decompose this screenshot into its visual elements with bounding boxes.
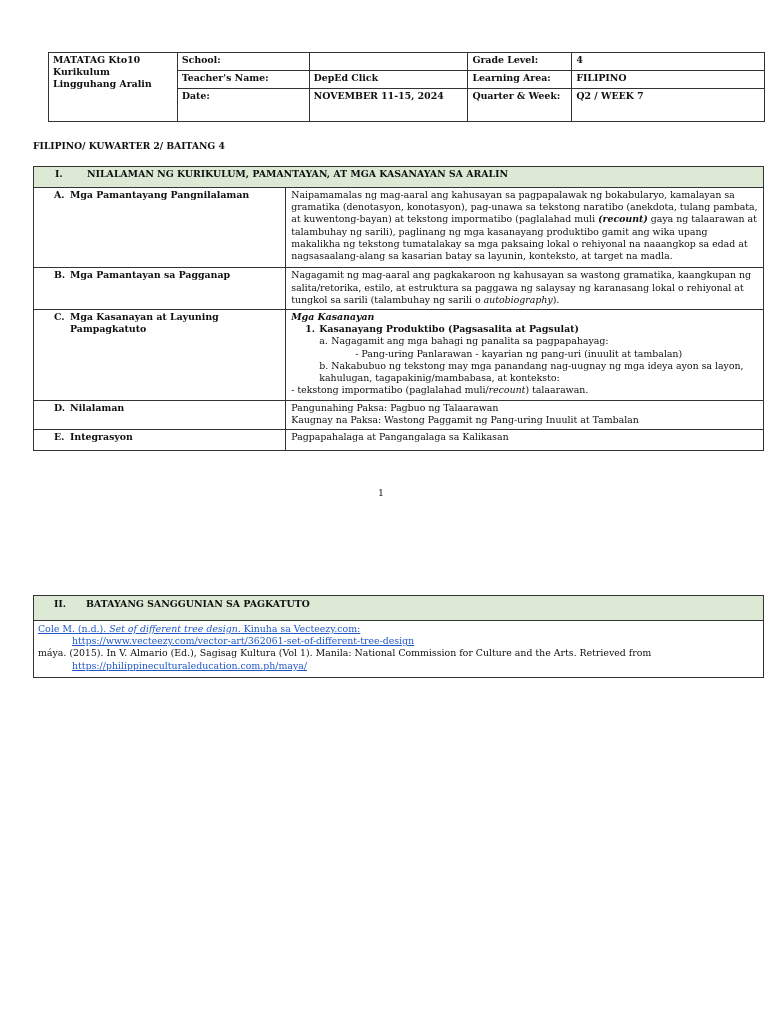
row-c-item-a-num: a.: [319, 336, 328, 348]
row-e-label: Integrasyon: [70, 431, 133, 443]
row-c-heading: Mga Kasanayan: [291, 311, 375, 323]
reference-2-url[interactable]: https://philippineculturaleducation.com.ph/maya/: [72, 660, 307, 672]
row-c-item-a: [291, 336, 758, 348]
row-a-text-2: gaya ng talaarawan at talambuhay ng sarili), paglinang ng mga kasanayang produktibo gamit ang wika upang makalikha ng tekstong tumatalakay sa mga paksaing lokal o rehiyonal na naaangkop sa edad at nagsasaalang-alang sa kasarian batay sa layunin, konteksto, at target na madla.: [291, 214, 757, 263]
reference-2-text: máya. (2015). In V. Almario (Ed.), Sagisag Kultura (Vol 1). Manila: National Commission for Culture and the Arts. Retrieved from: [38, 648, 652, 660]
teacher-name-label: Teacher's Name:: [177, 71, 309, 89]
reference-1-url[interactable]: https://www.vecteezy.com/vector-art/362061-set-of-different-tree-design: [72, 636, 415, 648]
row-integration: [34, 429, 764, 450]
section-2-number: II.: [54, 599, 67, 610]
row-c-item-b: [291, 361, 758, 385]
row-a-label-cell: [34, 188, 286, 268]
row-competencies: [34, 309, 764, 400]
date-value: NOVEMBER 11-15, 2024: [309, 89, 468, 122]
section-1-title: NILALAMAN NG KURIKULUM, PAMANTAYAN, AT MGA KASANAYAN SA ARALIN: [87, 169, 509, 180]
row-d-content: [286, 400, 764, 429]
row-c-last-1: - tekstong impormatibo (paglalahad muli/: [291, 385, 489, 397]
row-d-index: D.: [54, 402, 66, 414]
reference-1-author-link[interactable]: Cole M. (n.d.).: [38, 624, 110, 635]
school-value: [309, 53, 468, 71]
section-1-header: [34, 167, 764, 188]
quarter-week-value: Q2 / WEEK 7: [572, 89, 765, 122]
subject-line: FILIPINO/ KUWARTER 2/ BAITANG 4: [33, 141, 225, 152]
row-c-label-2: Pampagkatuto: [70, 324, 147, 336]
teacher-name-value: DepEd Click: [309, 71, 468, 89]
row-c-last-italic: recount: [488, 385, 526, 397]
row-e-index: E.: [54, 431, 65, 443]
section-2-table: [33, 595, 764, 678]
learning-area-value: FILIPINO: [572, 71, 765, 89]
row-a-text-italic: (recount): [598, 214, 648, 226]
row-d-label-cell: [34, 400, 286, 429]
row-a-text-1: Naipamamalas ng mag-aaral ang kahusayan sa pagpapalawak ng bokabularyo, kamalayan sa gramatika (denotasyon, konotasyon), pag-unawa sa tekstong naratibo (anekdota, tulang pambata, at kuwentong-bayan) at tekstong impormatibo (paglalahad muli: [291, 190, 758, 226]
row-d-label: Nilalaman: [70, 402, 125, 414]
section-1-table: [33, 166, 764, 451]
reference-1-title-link[interactable]: Set of different tree design.: [109, 624, 241, 635]
row-c-item-1-text: Kasanayang Produktibo (Pagsasalita at Pagsulat): [319, 324, 579, 336]
row-c-last-2: ) talaarawan.: [525, 385, 589, 397]
row-b-text-2: ).: [552, 294, 560, 306]
school-label: School:: [177, 53, 309, 71]
section-1-number: I.: [55, 169, 63, 180]
row-d-line-1: Pangunahing Paksa: Pagbuo ng Talaarawan: [291, 402, 499, 414]
grade-level-value: 4: [572, 53, 765, 71]
row-b-text-italic: autobiography: [483, 294, 553, 306]
row-c-index: C.: [54, 311, 65, 323]
row-e-label-cell: [34, 429, 286, 450]
row-c-item-1: [291, 324, 758, 336]
page-number: 1: [378, 488, 384, 499]
row-performance-standards: [34, 268, 764, 310]
curriculum-title: MATATAG Kto10 Kurikulum Lingguhang Aralin: [49, 53, 178, 122]
row-a-content: [286, 188, 764, 268]
row-a-index: A.: [54, 190, 65, 201]
date-label: Date:: [177, 89, 309, 122]
row-a-label: Mga Pamantayang Pangnilalaman: [70, 190, 250, 201]
row-b-label-cell: [34, 268, 286, 310]
reference-1: [38, 624, 759, 648]
quarter-week-label: Quarter & Week:: [468, 89, 572, 122]
reference-2: [38, 648, 759, 672]
reference-1-source-link[interactable]: Kinuha sa Vecteezy.com:: [240, 624, 361, 635]
references-cell: [34, 621, 764, 678]
row-c-content: [286, 309, 764, 400]
row-b-text-1: Nagagamit ng mag-aaral ang pagkakaroon ng kahusayan sa wastong gramatika, kaangkupan ng salita/retorika, estilo, at estruktura sa paggawa ng salaysay ng karanasang lokal o rehiyonal at tungkol sa sarili (talambuhay ng sarili o: [291, 270, 752, 306]
row-c-item-1-num: 1.: [305, 324, 316, 336]
row-e-content: Pagpapahalaga at Pangangalaga sa Kalikasan: [286, 429, 764, 450]
row-c-label-cell: [34, 309, 286, 400]
header-table: [48, 52, 765, 122]
learning-area-label: Learning Area:: [468, 71, 572, 89]
grade-level-label: Grade Level:: [468, 53, 572, 71]
row-b-index: B.: [54, 270, 66, 282]
section-2-title: BATAYANG SANGGUNIAN SA PAGKATUTO: [86, 599, 310, 610]
row-c-item-a-text: Nagagamit ang mga bahagi ng panalita sa pagpapahayag:: [331, 336, 609, 348]
row-c-label-1: Mga Kasanayan at Layuning: [70, 311, 219, 323]
row-b-content: [286, 268, 764, 310]
section-2-header: [34, 596, 764, 621]
row-content-standards: [34, 188, 764, 268]
row-c-last-line: [291, 385, 758, 397]
row-c-item-b-text: Nakabubuo ng tekstong may mga panandang nag-uugnay ng mga ideya ayon sa layon, kahulugan, tagapakinig/mambabasa, at konteksto:: [319, 360, 744, 385]
row-b-label: Mga Pamantayan sa Pagganap: [70, 270, 231, 282]
row-d-line-2: Kaugnay na Paksa: Wastong Paggamit ng Pang-uring Inuulit at Tambalan: [291, 414, 639, 426]
row-c-item-a-sub: - Pang-uring Panlarawan - kayarian ng pang-uri (inuulit at tambalan): [355, 348, 683, 360]
row-c-item-b-num: b.: [319, 360, 329, 372]
row-content: [34, 400, 764, 429]
